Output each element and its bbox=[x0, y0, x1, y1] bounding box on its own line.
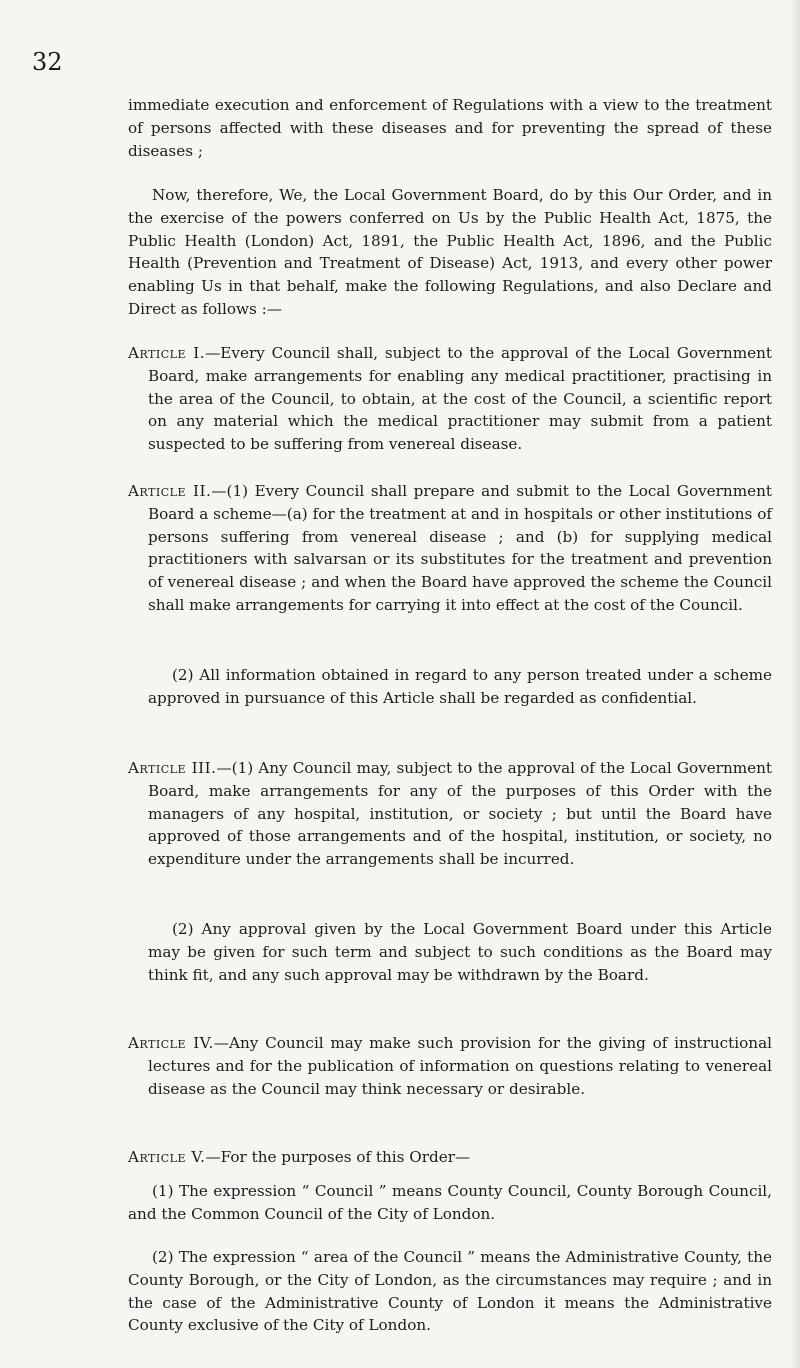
article-2-text: —(1) Every Council shall prepare and submit to the Local Government Board a scheme—(a) for the treatment at and in hospitals or other institutions of persons suffering from venereal disease ; and (b) for supplying medical practitioners with salvarsan or its substitutes for the treatment and prevention of venereal disease ; and when the Board have approved the scheme the Council shall make arrangements for carrying it into effect at the cost of the Council. bbox=[148, 482, 772, 614]
article-1-text: —Every Council shall, subject to the approval of the Local Government Board, make arrangements for enabling any medical practitioner, practising in the area of the Council, to obtain, at the cost of the Council, a scientific report on any material which the medical practitioner may submit from a patient suspected to be suffering from venereal disease. bbox=[148, 344, 772, 454]
now-therefore-paragraph: Now, therefore, We, the Local Government Board, do by this Our Order, and in the exercise of the powers conferred on Us by the Public Health Act, 1875, the Public Health (London) Act, 1891, the Public Health Act, 1896, and the Public Health (Prevention and Treatment of Disease) Act, 1913, and every other power enabling Us in that behalf, make the following Regulations, and also Declare and Direct as follows :— bbox=[128, 186, 772, 318]
article-1-label: Article I. bbox=[128, 344, 206, 362]
page-number: 32 bbox=[32, 48, 63, 76]
article-5-text: —For the purposes of this Order— bbox=[205, 1148, 471, 1166]
intro-paragraph: immediate execution and enforcement of Regulations with a view to the treatment of persons affected with these diseases and for preventing the spread of these diseases ; bbox=[128, 96, 772, 160]
article-4 bbox=[128, 1032, 772, 1100]
article-3-label: Article III. bbox=[128, 759, 217, 777]
article-5-clause-2: (2) The expression “ area of the Council ” means the Administrative County, the County Borough, or the City of London, as the circumstances may require ; and in the case of the Administrative County of London it means the Administrative County exclusive of the City of London. bbox=[128, 1248, 772, 1335]
article-2-label: Article II. bbox=[128, 482, 212, 500]
article-3-text: —(1) Any Council may, subject to the approval of the Local Government Board, make arrangements for any of the purposes of this Order with the managers of any hospital, institution, or society ; but until the Board have approved of those arrangements and of the hospital, institution, or society, no expenditure under the arrangements shall be incurred. bbox=[148, 759, 772, 869]
article-5-clause-1: (1) The expression “ Council ” means County Council, County Borough Council, and the Common Council of the City of London. bbox=[128, 1182, 772, 1223]
article-3 bbox=[128, 757, 772, 871]
article-4-text: —Any Council may make such provision for the giving of instructional lectures and for the publication of information on questions relating to venereal disease as the Council may think necessary or desirable. bbox=[148, 1034, 772, 1098]
article-4-label: Article IV. bbox=[128, 1034, 214, 1052]
article-3-clause-2: (2) Any approval given by the Local Government Board under this Article may be given for such term and subject to such conditions as the Board may think fit, and any such approval may be withdrawn by the Board. bbox=[148, 920, 772, 984]
page-edge-shadow bbox=[790, 0, 800, 1368]
article-1 bbox=[128, 342, 772, 456]
article-5-label: Article V. bbox=[128, 1148, 206, 1166]
article-5 bbox=[128, 1146, 772, 1169]
article-2 bbox=[128, 480, 772, 617]
article-2-clause-2: (2) All information obtained in regard to any person treated under a scheme approved in pursuance of this Article shall be regarded as confidential. bbox=[148, 666, 772, 707]
